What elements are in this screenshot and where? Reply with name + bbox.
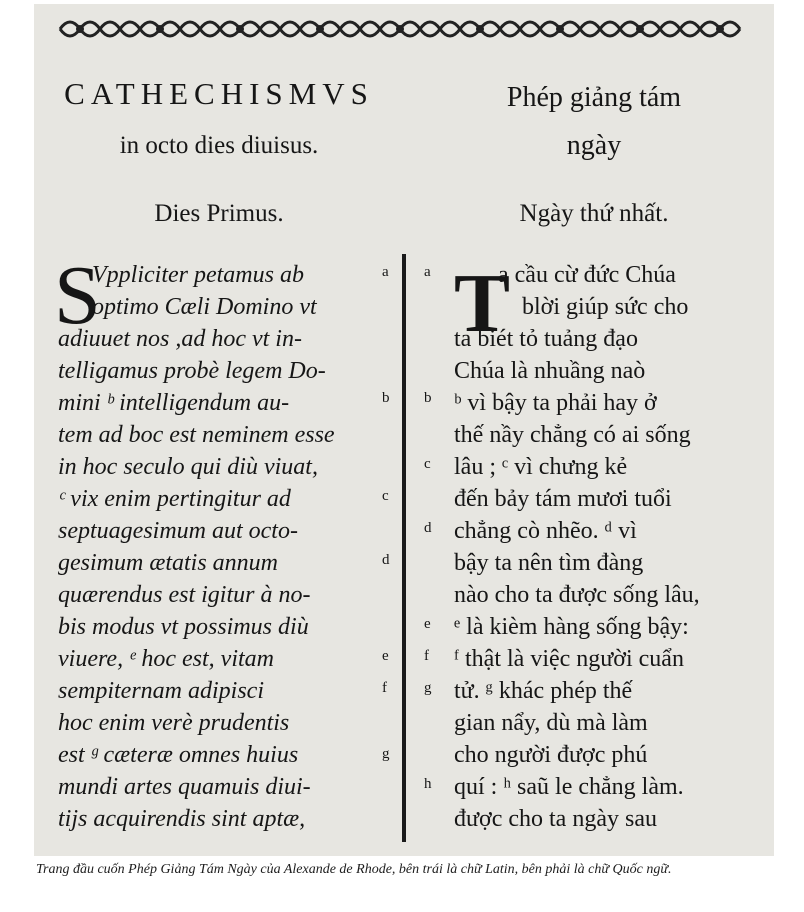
quoc-ngu-line: được cho ta ngày sau: [454, 806, 657, 832]
quoc-ngu-dropcap: T: [454, 257, 511, 350]
latin-line: bis modus vt possimus diù: [58, 614, 309, 640]
quoc-ngu-line: thế nầy chẳng có ai sống: [454, 422, 691, 448]
latin-margin-mark: g: [382, 746, 390, 762]
quoc-ngu-line: lâu ; ᶜ vì chưng kẻ: [454, 454, 628, 480]
quoc-ngu-margin-mark: e: [424, 616, 431, 632]
quoc-ngu-margin-mark: h: [424, 776, 432, 792]
quoc-ngu-line: bậy ta nên tìm đàng: [454, 550, 644, 576]
latin-line: gesimum ætatis annum: [58, 550, 279, 576]
latin-line: Vppliciter petamus ab: [92, 262, 304, 288]
scanned-page: [34, 4, 774, 856]
latin-day-heading: Dies Primus.: [154, 200, 284, 227]
quoc-ngu-margin-mark: a: [424, 264, 431, 280]
quoc-ngu-margin-mark: d: [424, 520, 432, 536]
quoc-ngu-line: ᵇ vì bậy ta phải hay ở: [454, 390, 657, 416]
quoc-ngu-line: cho người được phú: [454, 742, 648, 768]
latin-line: telligamus probè legem Do-: [58, 358, 326, 384]
quoc-ngu-subtitle: ngày: [566, 130, 622, 161]
latin-margin-mark: c: [382, 488, 389, 504]
quoc-ngu-line: ᵉ là kièm hàng sống bậy:: [454, 614, 689, 640]
latin-margin-mark: a: [382, 264, 389, 280]
latin-line: quærendus est igitur à no-: [58, 582, 311, 608]
latin-margin-mark: f: [382, 680, 387, 696]
latin-dropcap: S: [54, 249, 101, 342]
quoc-ngu-margin-mark: g: [424, 680, 432, 696]
quoc-ngu-day-heading: Ngày thứ nhất.: [519, 200, 669, 227]
latin-line: hoc enim verè prudentis: [58, 710, 290, 736]
latin-line: ᶜ vix enim pertingitur ad: [58, 486, 291, 512]
quoc-ngu-line: ta biét tỏ tuảng đạo: [454, 326, 638, 352]
quoc-ngu-column: [414, 4, 774, 856]
latin-line: in hoc seculo qui diù viuat,: [58, 454, 318, 480]
quoc-ngu-line: ᶠ thật là việc người cuẩn: [454, 646, 684, 672]
latin-margin-mark: d: [382, 552, 390, 568]
latin-line: septuagesimum aut octo-: [58, 518, 298, 544]
latin-line: tijs acquirendis sint aptæ,: [58, 806, 306, 832]
quoc-ngu-line: nào cho ta được sống lâu,: [454, 582, 700, 608]
quoc-ngu-line: chẳng cò nhẽo. ᵈ vì: [454, 518, 637, 544]
quoc-ngu-line: blời giúp sức cho: [522, 294, 689, 320]
latin-subtitle: in octo dies diuisus.: [119, 132, 319, 159]
quoc-ngu-margin-mark: f: [424, 648, 429, 664]
quoc-ngu-margin-mark: c: [424, 456, 431, 472]
latin-line: optimo Cæli Domino vt: [92, 294, 317, 320]
column-rule: [402, 254, 406, 842]
latin-title: CATHECHISMVS: [64, 76, 374, 111]
latin-line: sempiternam adipisci: [58, 678, 264, 704]
latin-line: mini ᵇ intelligendum au-: [58, 390, 290, 416]
quoc-ngu-line: đến bảy tám mươi tuổi: [454, 486, 672, 512]
quoc-ngu-title: Phép giảng tám: [506, 82, 682, 113]
latin-line: adiuuet nos ,ad hoc vt in-: [58, 326, 302, 352]
quoc-ngu-line: quí : ʰ saũ le chẳng làm.: [454, 774, 684, 800]
figure-caption: Trang đầu cuốn Phép Giảng Tám Ngày của Alexande de Rhode, bên trái là chữ Latin, bên phải là chữ Quốc ngữ.: [36, 862, 672, 877]
quoc-ngu-line: a cầu cừ đức Chúa: [498, 262, 676, 288]
quoc-ngu-line: Chúa là nhuầng naò: [454, 358, 646, 384]
quoc-ngu-line: tử. ᵍ khác phép thế: [454, 678, 633, 704]
latin-line: tem ad boc est neminem esse: [58, 422, 335, 448]
latin-margin-mark: b: [382, 390, 390, 406]
latin-line: mundi artes quamuis diui-: [58, 774, 311, 800]
quoc-ngu-line: gian nẩy, dù mà làm: [454, 710, 648, 736]
latin-line: est ᵍ cæteræ omnes huius: [58, 742, 299, 768]
latin-column: [34, 4, 404, 856]
quoc-ngu-margin-mark: b: [424, 390, 432, 406]
latin-line: viuere, ᵉ hoc est, vitam: [58, 646, 274, 672]
latin-margin-mark: e: [382, 648, 389, 664]
